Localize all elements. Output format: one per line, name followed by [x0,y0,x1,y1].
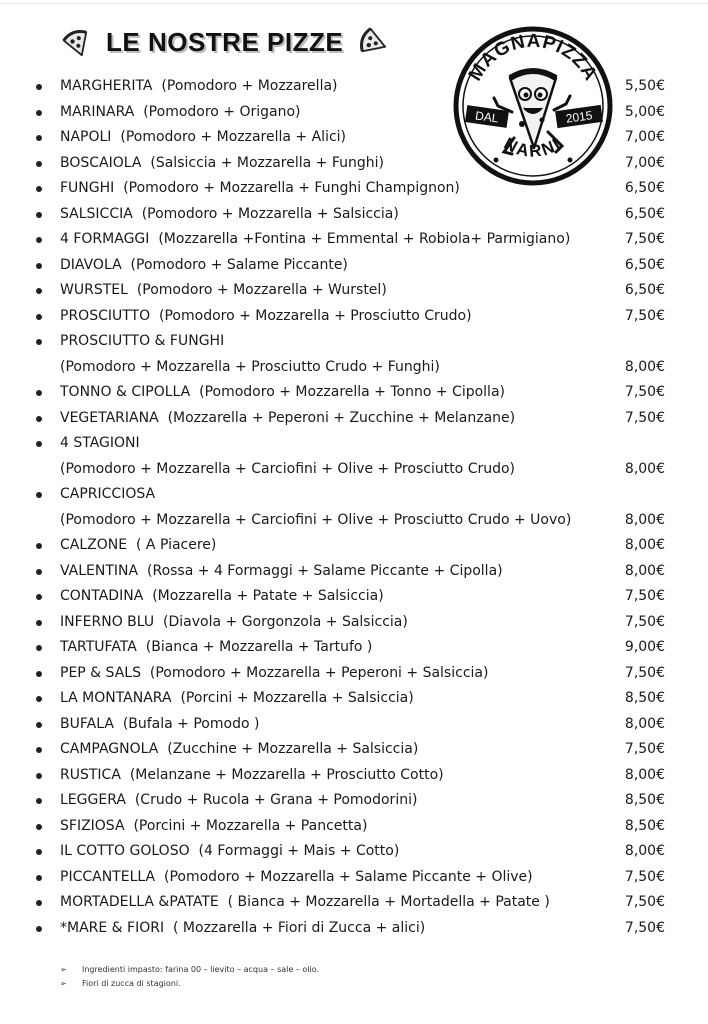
pizza-description: (Mozzarella + Patate + Salsiccia) [152,588,384,604]
pizza-price: 7,50€ [624,613,665,630]
pizza-price: 7,50€ [624,231,665,247]
bullet-icon [36,671,42,677]
pizza-price: 7,50€ [624,868,665,885]
pizza-item [0,227,708,253]
pizza-price: 7,00€ [624,129,665,145]
pizza-item [0,406,708,432]
pizza-item [0,890,708,916]
bullet-icon [36,594,42,600]
pizza-price: 6,50€ [624,282,665,298]
pizza-name: CALZONE [60,537,128,553]
pizza-line [60,712,259,738]
pizza-description: (Mozzarella +Fontina + Emmental + Robiola+ Parmigiano) [158,231,571,247]
pizza-name: TARTUFATA [60,639,137,655]
footnote [60,963,319,977]
pizza-item [0,533,708,559]
pizza-name: WURSTEL [60,282,128,298]
pizza-name: CAPRICCIOSA [60,486,156,502]
pizza-description: (Pomodoro + Mozzarella + Alici) [120,129,347,145]
pizza-line [60,839,399,865]
bullet-icon [36,875,42,881]
logo-city-text: NARNI [500,133,566,161]
pizza-item [0,788,708,814]
bullet-icon [36,824,42,830]
pizza-price: 8,50€ [624,792,665,808]
pizza-name: RUSTICA [60,766,121,783]
pizza-name: SFIZIOSA [60,817,125,834]
bullet-icon [36,110,42,116]
pizza-name: MARGHERITA [60,78,153,94]
pizza-description: (Pomodoro + Salame Piccante) [130,256,348,273]
pizza-description: (Crudo + Rucola + Grana + Pomodorini) [134,792,418,808]
pizza-item [0,916,708,942]
menu-header [60,22,389,62]
pizza-price: 8,00€ [624,460,665,477]
pizza-price: 8,00€ [624,715,665,732]
pizza-name: CAMPAGNOLA [60,741,159,757]
pizza-price: 5,50€ [624,78,665,94]
pizza-name: INFERNO BLU [60,613,155,630]
pizza-line [60,814,367,840]
bullet-icon [36,798,42,804]
pizza-description: ( Mozzarella + Fiori di Zucca + alici) [173,919,426,936]
pizza-line [60,584,384,610]
pizza-item [0,278,708,304]
pizza-line [60,661,488,687]
pizza-description: (Pomodoro + Origano) [143,103,301,120]
pizza-description: (Porcini + Mozzarella + Pancetta) [133,817,368,834]
pizza-description: ( Bianca + Mozzarella + Mortadella + Patate ) [227,894,550,910]
pizza-item [0,661,708,687]
pizza-price: 7,50€ [624,664,665,681]
pizza-line [60,74,338,100]
pizza-item [0,202,708,228]
pizza-name: PROSCIUTTO [60,307,151,324]
bullet-icon [36,314,42,320]
pizza-name: MARINARA [60,103,135,120]
pizza-name: PICCANTELLA [60,868,156,885]
pizza-line [60,890,550,916]
pizza-price: 8,00€ [624,843,665,859]
pizza-line [60,253,348,279]
pizza-name: BOSCAIOLA [60,154,142,171]
pizza-item [0,74,708,100]
pizza-item [0,635,708,661]
pizza-name: CONTADINA [60,588,144,604]
footnote-text: Fiori di zucca di stagioni. [82,979,181,988]
pizza-item [0,125,708,151]
pizza-item [0,329,708,380]
pizza-description: (Rossa + 4 Formaggi + Salame Piccante + Cipolla) [147,562,503,579]
pizza-name: VEGETARIANA [60,409,159,426]
pizza-line [60,763,444,789]
pizza-name: TONNO & CIPOLLA [60,384,191,400]
pizza-name: FUNGHI [60,180,115,196]
pizza-line [60,304,472,330]
pizza-price: 8,00€ [624,511,665,528]
pizza-description: (Bianca + Mozzarella + Tartufo ) [145,639,373,655]
pizza-name: MORTADELLA &PATATE [60,894,219,910]
pizza-item [0,610,708,636]
pizza-description: (Pomodoro + Mozzarella + Carciofini + Olive + Prosciutto Crudo) [60,460,516,477]
pizza-price: 9,00€ [624,639,665,655]
pizza-price: 6,50€ [624,256,665,273]
pizza-description: (Pomodoro + Mozzarella + Prosciutto Crudo) [159,307,472,324]
bullet-icon [36,926,42,932]
pizza-line [60,227,570,253]
pizza-price: 6,50€ [624,205,665,222]
bullet-icon [36,569,42,575]
pizza-item [0,686,708,712]
bullet-icon [36,135,42,141]
page-title: LE NOSTRE PIZZE [106,26,344,57]
pizza-item [0,712,708,738]
bullet-icon [36,900,42,906]
pizza-name: SALSICCIA [60,205,133,222]
bullet-icon [36,722,42,728]
pizza-price: 7,50€ [624,894,665,910]
pizza-description: (Zucchine + Mozzarella + Salsiccia) [167,741,419,757]
pizza-description: ( A Piacere) [136,537,217,553]
pizza-name: DIAVOLA [60,256,122,273]
pizza-name: LA MONTANARA [60,690,172,706]
footnote [60,977,319,991]
pizza-line [60,125,346,151]
pizza-item [0,253,708,279]
bullet-icon [36,620,42,626]
pizza-price: 7,00€ [624,154,665,171]
pizza-item [0,865,708,891]
pizza-slice-icon [60,26,94,58]
bullet-icon [36,441,42,447]
pizza-item [0,482,708,533]
arrow-right-icon: ➢ [60,965,67,974]
pizza-description: (Bufala + Pomodo ) [122,715,260,732]
pizza-price: 8,50€ [624,690,665,706]
pizza-description: (Pomodoro + Mozzarella + Salame Piccante + Olive) [163,868,533,885]
bullet-icon [36,696,42,702]
pizza-price: 8,50€ [624,817,665,834]
pizza-name: NAPOLI [60,129,112,145]
pizza-description: (Pomodoro + Mozzarella + Wurstel) [136,282,387,298]
logo-dal-text: DAL [474,108,500,126]
pizza-price: 7,50€ [624,588,665,604]
pizza-line [60,788,417,814]
bullet-icon [36,237,42,243]
pizza-description: (Diavola + Gorgonzola + Salsiccia) [163,613,408,630]
pizza-item [0,100,708,126]
footnote-text: Ingredienti impasto: farina 00 – lievito – acqua – sale – olio. [82,965,319,974]
bullet-icon [36,849,42,855]
pizza-price: 8,00€ [624,358,665,375]
pizza-price: 7,50€ [624,919,665,936]
pizza-name: 4 FORMAGGI [60,231,150,247]
bullet-icon [36,84,42,90]
pizza-line [60,559,503,585]
pizza-description: (Pomodoro + Mozzarella + Prosciutto Crudo + Funghi) [60,358,440,375]
pizza-line [60,686,414,712]
bullet-icon [36,212,42,218]
pizza-description: (Pomodoro + Mozzarella + Salsiccia) [141,205,399,222]
pizza-price: 8,00€ [624,562,665,579]
pizza-line [60,380,505,406]
pizza-description: (Melanzane + Mozzarella + Prosciutto Cotto) [129,766,444,783]
pizza-item [0,559,708,585]
pizza-line [60,202,399,228]
pizza-list [0,74,708,941]
pizza-description: (4 Formaggi + Mais + Cotto) [198,843,400,859]
pizza-price: 8,00€ [624,766,665,783]
pizza-line [60,100,301,126]
footnotes [60,963,319,991]
bullet-icon [36,492,42,498]
pizza-description: (Porcini + Mozzarella + Salsiccia) [180,690,414,706]
pizza-item [0,304,708,330]
logo-brand-text: MAGNAPIZZA [464,30,602,85]
pizza-price: 7,50€ [624,384,665,400]
pizza-description: (Pomodoro + Mozzarella) [161,78,338,94]
pizza-price: 7,50€ [624,741,665,757]
bullet-icon [36,339,42,345]
pizza-price: 5,00€ [624,103,665,120]
pizza-description: (Mozzarella + Peperoni + Zucchine + Melanzane) [167,409,516,426]
pizza-line [60,916,425,942]
pizza-price: 7,50€ [624,409,665,426]
pizza-line [60,176,460,202]
top-divider [0,3,708,4]
pizza-line [60,737,418,763]
bullet-icon [36,390,42,396]
pizza-line [60,533,216,559]
pizza-description: (Pomodoro + Mozzarella + Peperoni + Salsiccia) [149,664,489,681]
pizza-name: VALENTINA [60,562,139,579]
pizza-name: PEP & SALS [60,664,141,681]
pizza-name: 4 STAGIONI [60,435,140,451]
bullet-icon [36,645,42,651]
pizza-description: (Pomodoro + Mozzarella + Tonno + Cipolla) [199,384,505,400]
pizza-name: BUFALA [60,715,114,732]
pizza-price: 8,00€ [624,537,665,553]
pizza-name: PROSCIUTTO & FUNGHI [60,333,225,349]
pizza-price: 6,50€ [624,180,665,196]
pizza-description: (Salsiccia + Mozzarella + Funghi) [150,154,384,171]
pizza-price: 7,50€ [624,307,665,324]
pizza-name: *MARE & FIORI [60,919,165,936]
bullet-icon [36,263,42,269]
pizza-item [0,431,708,482]
bullet-icon [36,747,42,753]
pizza-line [60,635,372,661]
bullet-icon [36,773,42,779]
pizza-line [60,406,515,432]
pizza-name: IL COTTO GOLOSO [60,843,190,859]
arrow-right-icon: ➢ [60,979,67,988]
pizza-item [0,839,708,865]
pizza-item [0,151,708,177]
pizza-line [60,610,408,636]
pizza-item [0,737,708,763]
pizza-item [0,584,708,610]
pizza-description: (Pomodoro + Mozzarella + Carciofini + Olive + Prosciutto Crudo + Uovo) [60,511,572,528]
pizza-slice-icon [355,26,389,58]
pizza-item [0,176,708,202]
pizza-line [60,278,387,304]
pizza-line [60,151,384,177]
pizza-item [0,814,708,840]
logo-year-text: 2015 [564,108,594,126]
pizza-name: LEGGERA [60,792,126,808]
bullet-icon [36,186,42,192]
pizza-item [0,763,708,789]
pizza-line [60,865,533,891]
pizza-item [0,380,708,406]
bullet-icon [36,543,42,549]
bullet-icon [36,416,42,422]
pizza-description: (Pomodoro + Mozzarella + Funghi Champignon) [123,180,460,196]
bullet-icon [36,161,42,167]
bullet-icon [36,288,42,294]
